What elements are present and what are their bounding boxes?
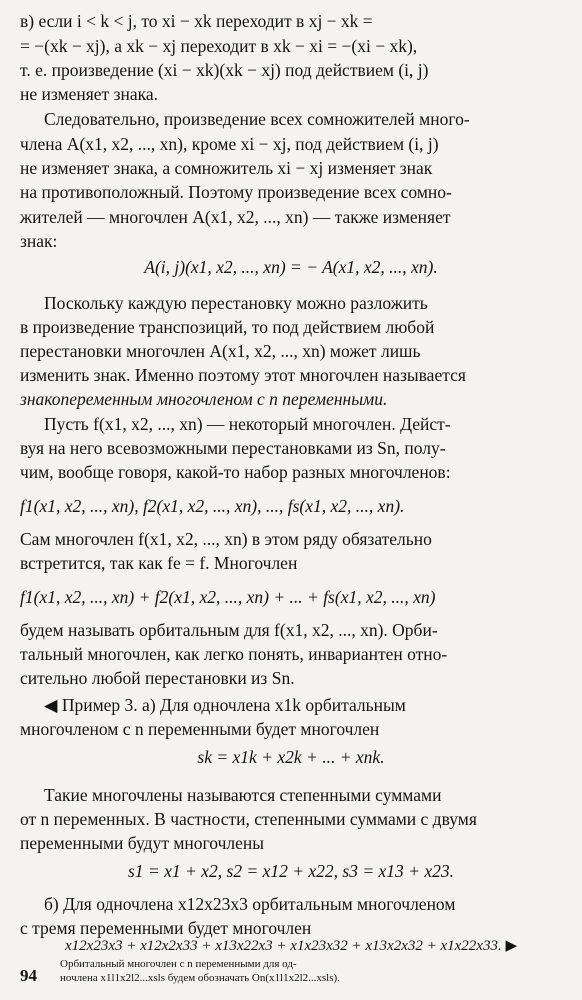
text-line-6: члена A(x1, x2, ..., xn), кроме xi − xj, под действием (i, j): [20, 134, 439, 154]
text-line-16: знакопеременным многочленом с n переменными.: [20, 389, 388, 409]
text-line-30: Такие многочлены называются степенными суммами: [44, 785, 442, 805]
text-line-32: переменными будут многочлены: [20, 833, 265, 853]
text-line-37: Орбитальный многочлен с n переменными для од-: [60, 958, 297, 970]
text-line-26: сительно любой перестановки из Sn.: [20, 668, 295, 688]
text-line-21: Сам многочлен f(x1, x2, ..., xn) в этом ряду обязательно: [20, 529, 432, 549]
text-line-9: жителей — многочлен A(x1, x2, ..., xn) — также изменяет: [20, 207, 451, 227]
formula-power-sum: sk = x1k + x2k + ... + xnk.: [197, 747, 385, 767]
text-line-2: = −(xk − xj), а xk − xj переходит в xk − xi = −(xi − xk),: [20, 36, 418, 56]
text-line-1: в) если i < k < j, то xi − xk переходит в xj − xk =: [20, 11, 373, 31]
formula-two-var-power-sums: s1 = x1 + x2, s2 = x12 + x22, s3 = x13 + x23.: [127, 861, 454, 881]
text-line-38: ночлена x1l1x2l2...xsls будем обозначать On(x1l1x2l2...xsls).: [60, 972, 340, 984]
text-line-8: на противоположный. Поэтому произведение всех сомно-: [20, 182, 452, 202]
text-line-5: Следовательно, произведение всех сомножителей много-: [44, 109, 470, 129]
text-line-22: встретится, так как fe = f. Многочлен: [20, 553, 298, 573]
formula-alternating-sign: A(i, j)(x1, x2, ..., xn) = − A(x1, x2, ..., xn).: [144, 257, 438, 277]
text-line-7: не изменяет знака, а сомножитель xi − xj изменяет знак: [20, 158, 433, 178]
text-line-12: Поскольку каждую перестановку можно разложить: [44, 293, 428, 313]
text-line-18: вуя на него всевозможными перестановками из Sn, полу-: [20, 438, 446, 458]
text-line-14: перестановки многочлен A(x1, x2, ..., xn) может лишь: [20, 341, 421, 361]
text-line-31: от n переменных. В частности, степенными суммами с двумя: [20, 809, 477, 829]
text-line-4: не изменяет знака.: [20, 84, 159, 104]
text-line-10: знак:: [20, 231, 58, 251]
example-3-heading: ◀ Пример 3. а) Для одночлена x1k орбитальным: [44, 695, 406, 715]
text-line-25: тальный многочлен, как легко понять, инвариантен отно-: [20, 644, 448, 664]
text-line-15: изменить знак. Именно поэтому этот многочлен называется: [20, 365, 466, 385]
page-number: 94: [20, 966, 37, 985]
text-line-19: чим, вообще говоря, какой-то набор разных многочленов:: [20, 462, 451, 482]
text-line-3: т. е. произведение (xi − xk)(xk − xj) под действием (i, j): [20, 60, 429, 80]
text-line-28: многочленом с n переменными будет многочлен: [20, 719, 380, 739]
text-line-13: в произведение транспозиций, то под действием любой: [20, 317, 435, 337]
text-line-17: Пусть f(x1, x2, ..., xn) — некоторый многочлен. Дейст-: [44, 414, 451, 434]
text-line-24: будем называть орбитальным для f(x1, x2, ..., xn). Орби-: [20, 620, 438, 640]
formula-polynomial-list: f1(x1, x2, ..., xn), f2(x1, x2, ..., xn), ..., fs(x1, x2, ..., xn).: [20, 496, 405, 516]
text-line-34: б) Для одночлена x12x23x3 орбитальным многочленом: [44, 894, 456, 914]
formula-orbital-sum: f1(x1, x2, ..., xn) + f2(x1, x2, ..., xn) + ... + fs(x1, x2, ..., xn): [20, 587, 436, 607]
text-line-35: с тремя переменными будет многочлен: [20, 918, 312, 938]
formula-three-var-orbital: x12x23x3 + x12x2x33 + x13x22x3 + x1x23x32 + x13x2x32 + x1x22x33. ▶: [65, 938, 517, 954]
